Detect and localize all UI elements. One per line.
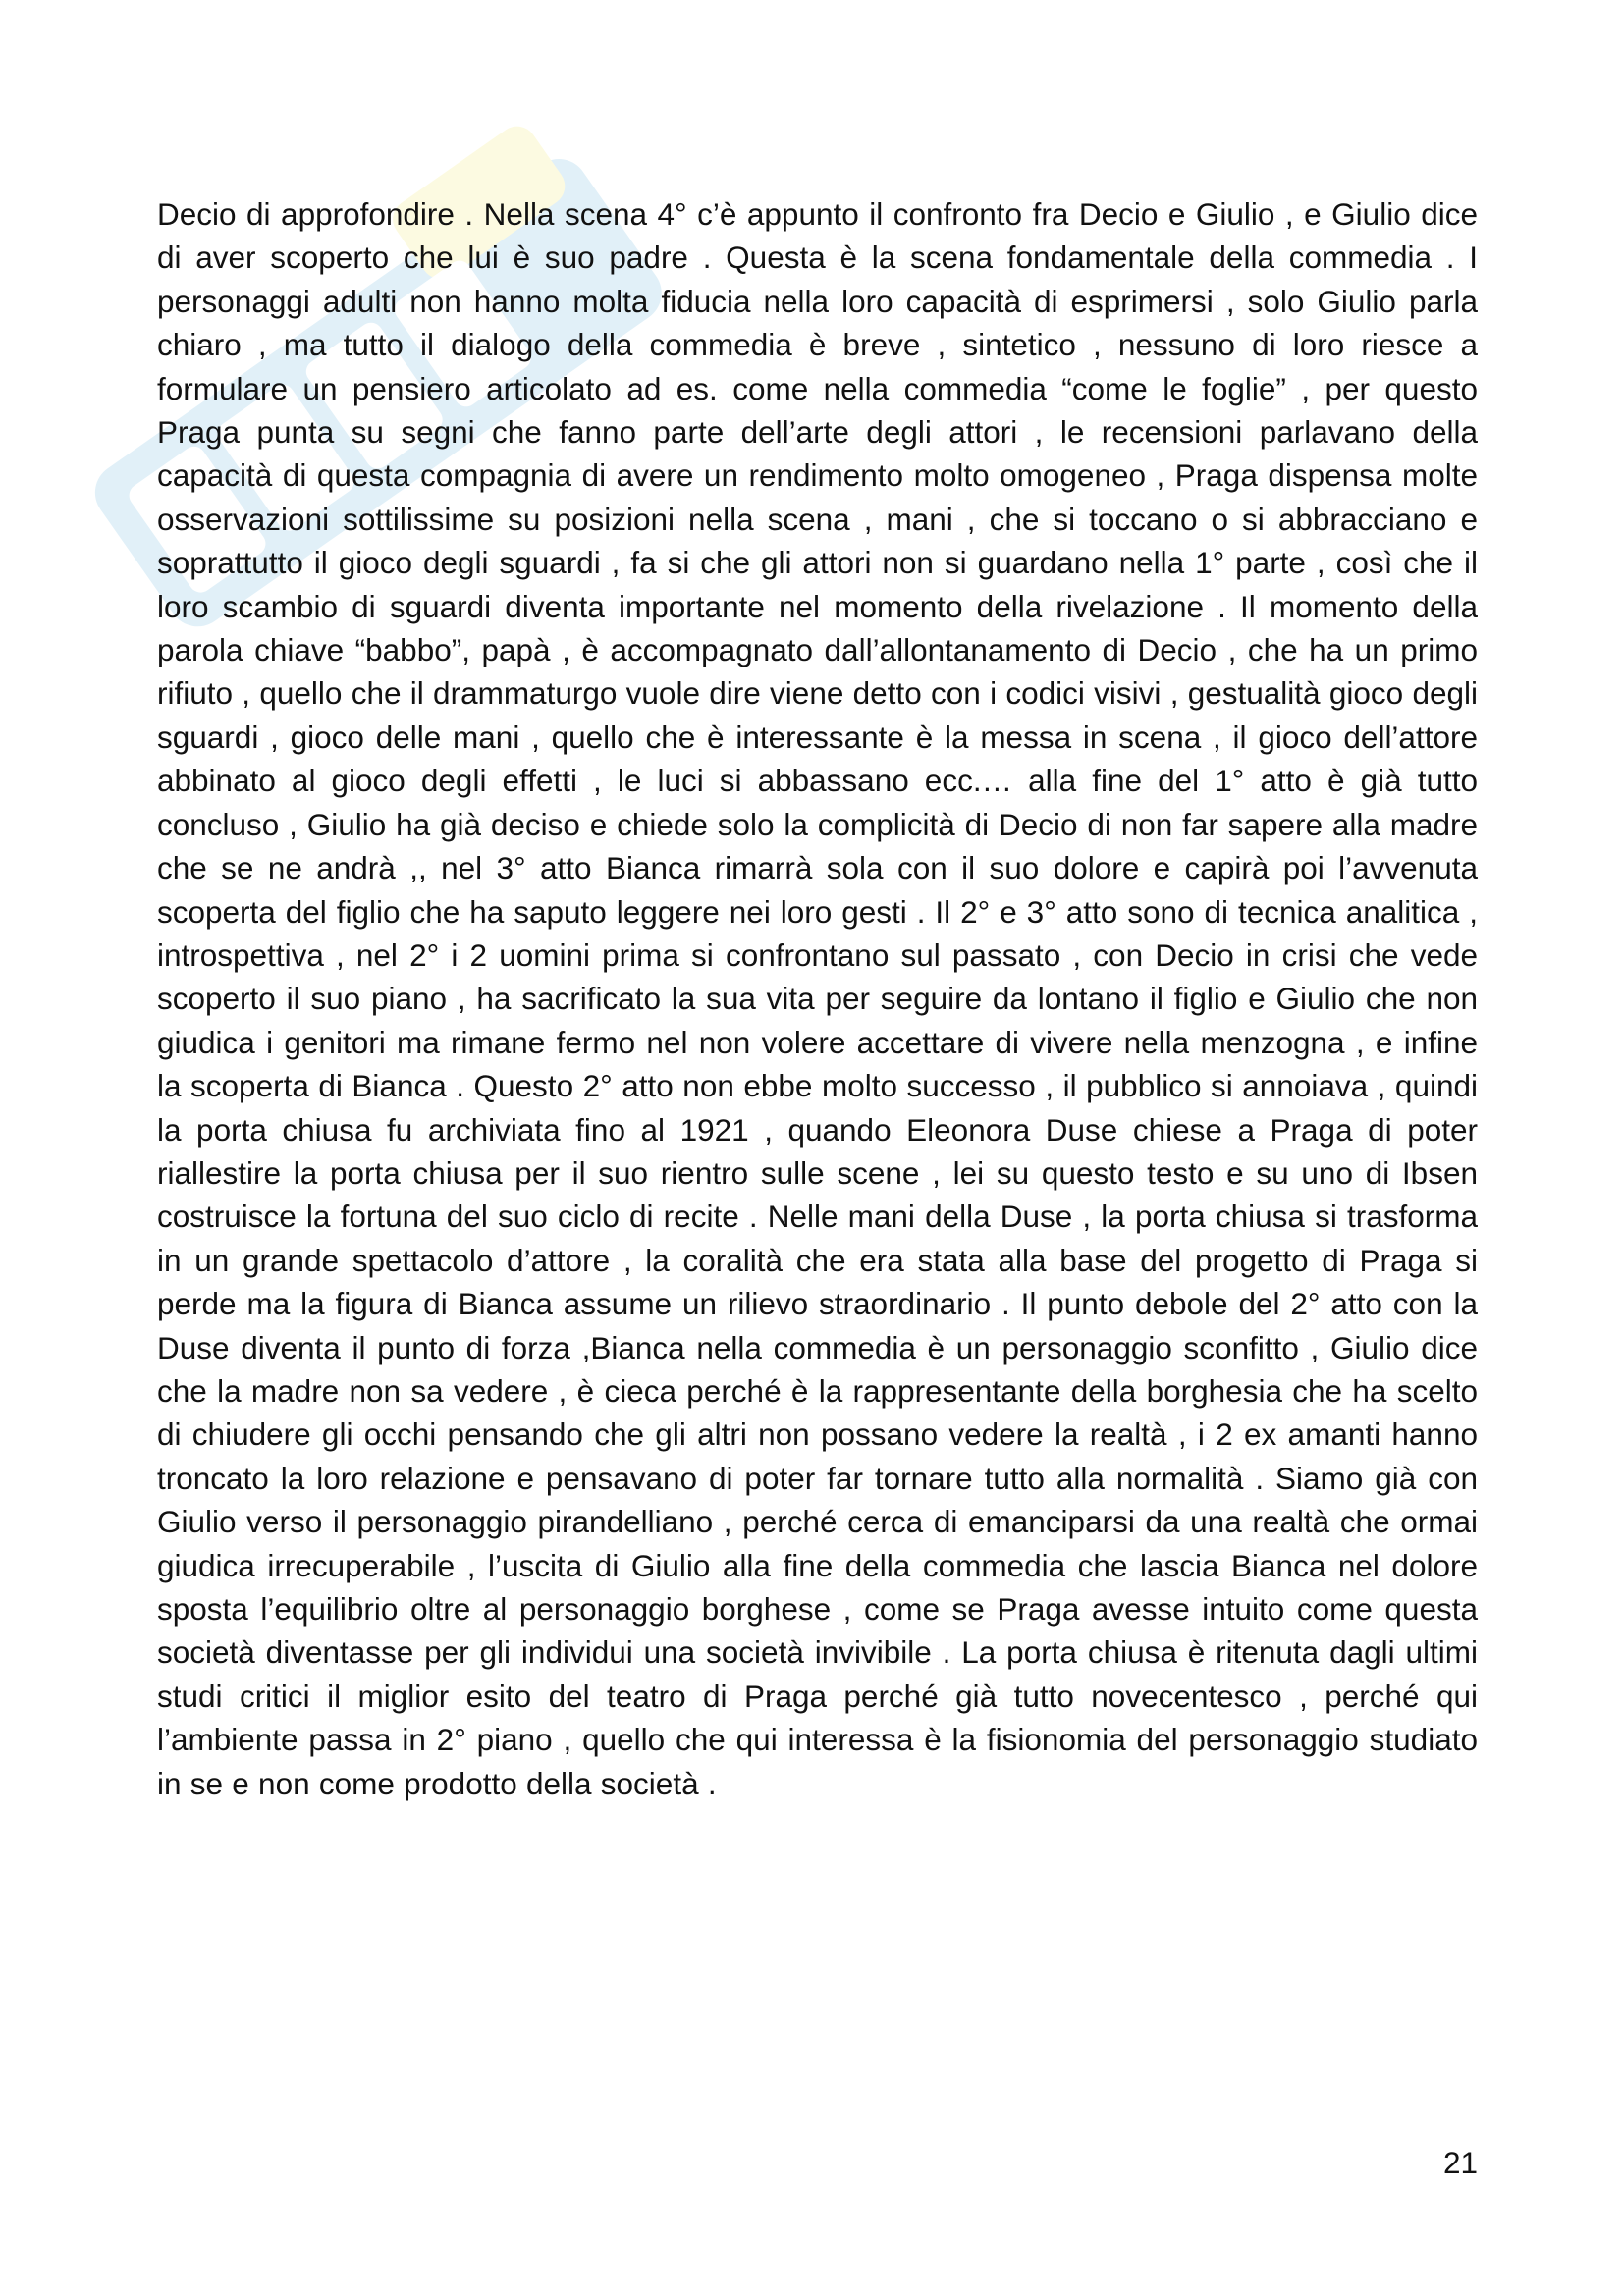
body-paragraph: Decio di approfondire . Nella scena 4° c’è appunto il confronto fra Decio e Giulio , e Giulio dice di aver scoperto che lui è suo padre . Questa è la scena fondamentale della commedia . I personaggi adulti non hanno molta fiducia nella loro capacità di esprimersi , solo Giulio parla chiaro , ma tutto il dialogo della commedia è breve , sintetico , nessuno di loro riesce a formulare un pensiero articolato ad es. come nella commedia “come le foglie” , per questo Praga punta su segni che fanno parte dell’arte degli attori , le recensioni parlavano della capacità di questa compagnia di avere un rendimento molto omogeneo , Praga dispensa molte osservazioni sottilissime su posizioni nella scena , mani , che si toccano o si abbracciano e soprattutto il gioco degli sguardi , fa si che gli attori non si guardano nella 1° parte , così che il loro scambio di sguardi diventa importante nel momento della rivelazione . Il momento della parola chiave “babbo”, papà , è accompagnato dall’allontanamento di Decio , che ha un primo rifiuto , quello che il drammaturgo vuole dire viene detto con i codici visivi , gestualità gioco degli sguardi , gioco delle mani , quello che è interessante è la messa in scena , il gioco dell’attore abbinato al gioco degli effetti , le luci si abbassano ecc.… alla fine del 1° atto è già tutto concluso , Giulio ha già deciso e chiede solo la complicità di Decio di non far sapere alla madre che se ne andrà ,, nel 3° atto Bianca rimarrà sola con il suo dolore e capirà poi l’avvenuta scoperta del figlio che ha saputo leggere nei loro gesti . Il 2° e 3° atto sono di tecnica analitica , introspettiva , nel 2° i 2 uomini prima si confrontano sul passato , con Decio in crisi che vede scoperto il suo piano , ha sacrificato la sua vita per seguire da lontano il figlio e Giulio che non giudica i genitori ma rimane fermo nel non volere accettare di vivere nella menzogna , e infine la scoperta di Bianca . Questo 2° atto non ebbe molto successo , il pubblico si annoiava , quindi la porta chiusa fu archiviata fino al 1921 , quando Eleonora Duse chiese a Praga di poter riallestire la porta chiusa per il suo rientro sulle scene , lei su questo testo e su uno di Ibsen costruisce la fortuna del suo ciclo di recite . Nelle mani della Duse , la porta chiusa si trasforma in un grande spettacolo d’attore , la coralità che era stata alla base del progetto di Praga si perde ma la figura di Bianca assume un rilievo straordinario . Il punto debole del 2° atto con la Duse diventa il punto di forza ,Bianca nella commedia è un personaggio sconfitto , Giulio dice che la madre non sa vedere , è cieca perché è la rappresentante della borghesia che ha scelto di chiudere gli occhi pensando che gli altri non possano vedere la realtà , i 2 ex amanti hanno troncato la loro relazione e pensavano di poter far tornare tutto alla normalità . Siamo già con Giulio verso il personaggio pirandelliano , perché cerca di emanciparsi da una realtà che ormai giudica irrecuperabile , l’uscita di Giulio alla fine della commedia che lascia Bianca nel dolore sposta l’equilibrio oltre al personaggio borghese , come se Praga avesse intuito come questa società diventasse per gli individui una società invivibile . La porta chiusa è ritenuta dagli ultimi studi critici il miglior esito del teatro di Praga perché già tutto novecentesco , perché qui l’ambiente passa in 2° piano , quello che qui interessa è la fisionomia del personaggio studiato in se e non come prodotto della società . <box>157 196 1478 1801</box>
page-number: 21 <box>1442 2145 1478 2180</box>
